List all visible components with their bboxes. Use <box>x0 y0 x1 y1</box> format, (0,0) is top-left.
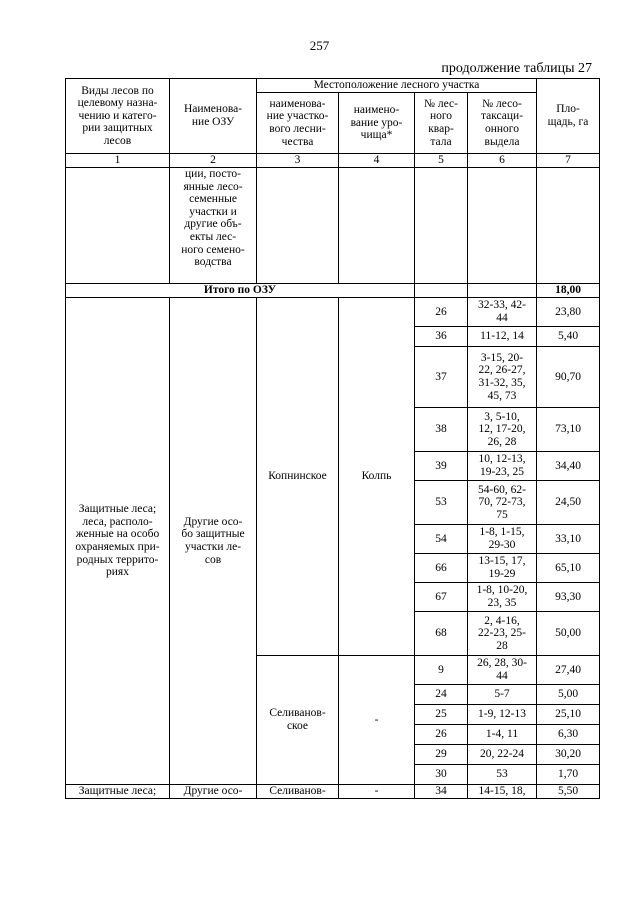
allotment-cell: 20, 22-24 <box>468 745 537 765</box>
quarter-cell: 36 <box>415 327 468 347</box>
area-cell: 5,00 <box>537 685 600 705</box>
area-cell: 93,30 <box>537 583 600 612</box>
table-cell <box>257 168 339 284</box>
district-forestry-cell: Селиванов- ское <box>257 656 339 785</box>
quarter-cell: 53 <box>415 481 468 525</box>
column-number: 5 <box>415 154 468 168</box>
quarter-cell: 24 <box>415 685 468 705</box>
column-number: 6 <box>468 154 537 168</box>
column-number: 3 <box>257 154 339 168</box>
quarter-cell: 68 <box>415 612 468 656</box>
total-area: 18,00 <box>537 284 600 298</box>
tract-name-cell: - <box>339 656 415 785</box>
district-forestry-cell: Копнинское <box>257 298 339 656</box>
table-cell <box>468 168 537 284</box>
table-row <box>66 785 600 799</box>
column-number: 2 <box>170 154 257 168</box>
table-cell <box>415 168 468 284</box>
quarter-cell: 29 <box>415 745 468 765</box>
forest-category-cell: Защитные леса; <box>66 785 170 799</box>
quarter-cell: 38 <box>415 408 468 452</box>
ozu-name-cell: Другие осо- <box>170 785 257 799</box>
area-cell: 23,80 <box>537 298 600 327</box>
quarter-cell: 9 <box>415 656 468 685</box>
total-row <box>66 284 600 298</box>
header-allotment-number: № лесо- таксаци- онного выдела <box>468 93 537 154</box>
header-area: Пло- щадь, га <box>537 79 600 154</box>
table-cell <box>339 168 415 284</box>
header-ozu-name: Наименова- ние ОЗУ <box>170 79 257 154</box>
quarter-cell: 30 <box>415 765 468 785</box>
column-number: 7 <box>537 154 600 168</box>
quarter-cell: 26 <box>415 298 468 327</box>
quarter-cell: 34 <box>415 785 468 799</box>
column-number: 1 <box>66 154 170 168</box>
allotment-cell: 53 <box>468 765 537 785</box>
area-cell: 27,40 <box>537 656 600 685</box>
allotment-cell: 13-15, 17, 19-29 <box>468 554 537 583</box>
area-cell: 5,50 <box>537 785 600 799</box>
allotment-cell: 3, 5-10, 12, 17-20, 26, 28 <box>468 408 537 452</box>
area-cell: 73,10 <box>537 408 600 452</box>
allotment-cell: 11-12, 14 <box>468 327 537 347</box>
area-cell: 90,70 <box>537 347 600 408</box>
header-quarter-number: № лес- ного квар- тала <box>415 93 468 154</box>
table-cell <box>537 168 600 284</box>
forest-category-cell: Защитные леса; леса, располо- женные на особо охраняемых при- родных террито- риях <box>66 298 170 785</box>
column-number: 4 <box>339 154 415 168</box>
table-cell <box>415 284 468 298</box>
ozu-name-continued: ции, посто- янные лесо- семенные участки и другие объ- екты лес- ного семено- водства <box>170 168 257 284</box>
allotment-cell: 26, 28, 30- 44 <box>468 656 537 685</box>
table-cell <box>66 168 170 284</box>
area-cell: 25,10 <box>537 705 600 725</box>
allotment-cell: 1-8, 1-15, 29-30 <box>468 525 537 554</box>
quarter-cell: 37 <box>415 347 468 408</box>
tract-name-cell: - <box>339 785 415 799</box>
allotment-cell: 1-8, 10-20, 23, 35 <box>468 583 537 612</box>
allotment-cell: 1-9, 12-13 <box>468 705 537 725</box>
quarter-cell: 66 <box>415 554 468 583</box>
district-forestry-cell: Селиванов- <box>257 785 339 799</box>
area-cell: 50,00 <box>537 612 600 656</box>
area-cell: 65,10 <box>537 554 600 583</box>
table-row <box>66 298 600 327</box>
allotment-cell: 54-60, 62- 70, 72-73, 75 <box>468 481 537 525</box>
quarter-cell: 25 <box>415 705 468 725</box>
allotment-cell: 2, 4-16, 22-23, 25- 28 <box>468 612 537 656</box>
table-cell <box>468 284 537 298</box>
header-location-group: Местоположение лесного участка <box>257 79 537 93</box>
page-number: 257 <box>309 38 330 53</box>
tract-name-cell: Колпь <box>339 298 415 656</box>
header-tract-name: наимено- вание уро- чища* <box>339 93 415 154</box>
table-continuation-caption: продолжение таблицы 27 <box>441 61 592 76</box>
allotment-cell: 3-15, 20- 22, 26-27, 31-32, 35, 45, 73 <box>468 347 537 408</box>
allotment-cell: 32-33, 42- 44 <box>468 298 537 327</box>
area-cell: 1,70 <box>537 765 600 785</box>
ozu-name-cell: Другие осо- бо защитные участки ле- сов <box>170 298 257 785</box>
area-cell: 34,40 <box>537 452 600 481</box>
allotment-cell: 10, 12-13, 19-23, 25 <box>468 452 537 481</box>
total-label: Итого по ОЗУ <box>66 284 415 298</box>
quarter-cell: 67 <box>415 583 468 612</box>
allotment-cell: 14-15, 18, <box>468 785 537 799</box>
quarter-cell: 39 <box>415 452 468 481</box>
area-cell: 5,40 <box>537 327 600 347</box>
header-forest-category: Виды лесов по целевому назна- чению и катего- рии защитных лесов <box>66 79 170 154</box>
area-cell: 30,20 <box>537 745 600 765</box>
area-cell: 6,30 <box>537 725 600 745</box>
table-row <box>66 168 600 284</box>
header-district-forestry: наименова- ние участко- вого лесни- чества <box>257 93 339 154</box>
area-cell: 24,50 <box>537 481 600 525</box>
area-cell: 33,10 <box>537 525 600 554</box>
allotment-cell: 1-4, 11 <box>468 725 537 745</box>
quarter-cell: 54 <box>415 525 468 554</box>
allotment-cell: 5-7 <box>468 685 537 705</box>
forest-allotments-table <box>65 78 600 799</box>
quarter-cell: 26 <box>415 725 468 745</box>
